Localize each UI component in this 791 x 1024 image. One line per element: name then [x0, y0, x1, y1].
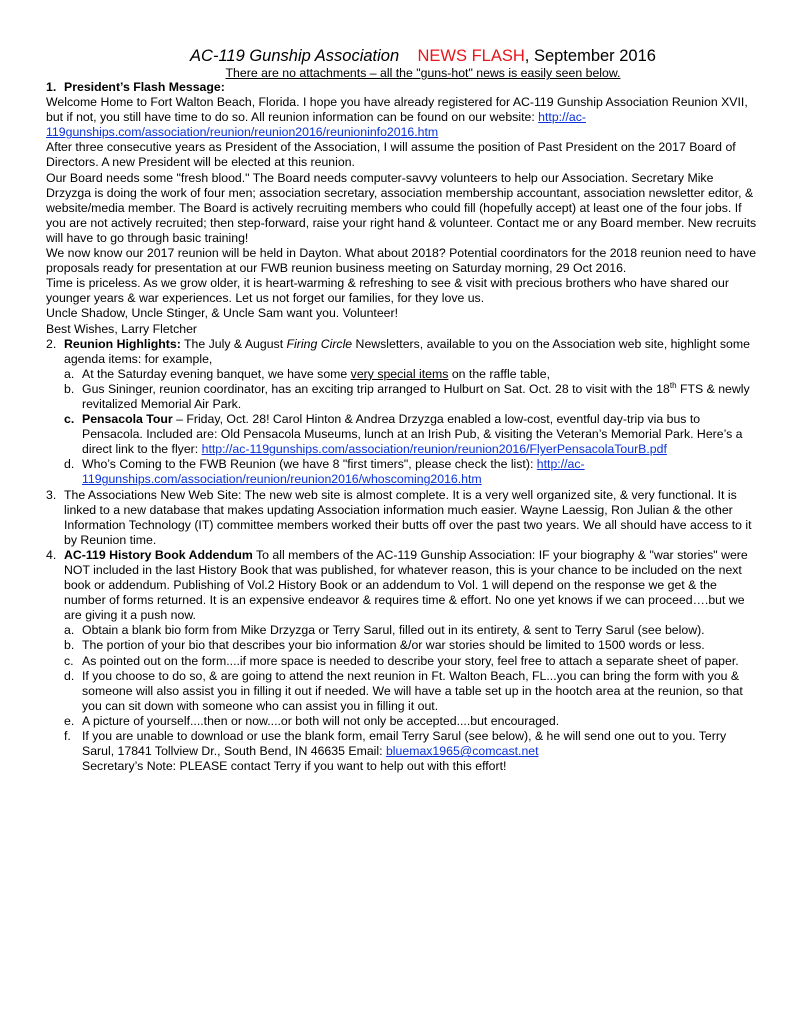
- section-1-heading: [46, 80, 760, 95]
- reunion-info-link[interactable]: http://ac-119gunships.com/association/reunion/reunion2016/reunioninfo2016.htm: [46, 110, 587, 140]
- item-letter: e.: [64, 713, 75, 728]
- section-2: [46, 337, 760, 367]
- whos-coming-link[interactable]: http://ac-119gunships.com/association/reunion/reunion2016/whoscoming2016.htm: [82, 457, 585, 487]
- secretary-note: Secretary’s Note: PLEASE contact Terry if you want to help out with this effort!: [82, 759, 507, 774]
- item-text: Obtain a blank bio form from Mike Drzyzga or Terry Sarul, filled out in its entirety, & sent to Terry Sarul (see below).: [82, 623, 705, 638]
- history-item: [46, 623, 760, 638]
- section-heading: President’s Flash Message:: [64, 80, 225, 94]
- item-text: If you choose to do so, & are going to attend the next reunion in Ft. Walton Beach, FL...you can bring the form with you & someone will also assist you in filling it out if needed. We will have a table set up in the hootch area at the reunion, so that you can sit down with someone who can assist you in filling it out.: [82, 668, 743, 713]
- highlight-item-a: [46, 367, 760, 382]
- attachments-note: There are no attachments – all the "guns-hot" news is easily seen below.: [225, 66, 621, 80]
- item-letter: f.: [64, 729, 71, 744]
- history-item: [46, 638, 760, 653]
- president-paragraph-6: Uncle Shadow, Uncle Stinger, & Uncle Sam want you. Volunteer!: [46, 306, 399, 321]
- item-text: Gus Sininger, reunion coordinator, has an exciting trip arranged to Hulburt on Sat. Oct. 28 to visit with the 18: [82, 381, 670, 396]
- item-emphasis: very special items: [350, 366, 449, 381]
- section-heading: Reunion Highlights:: [64, 336, 181, 351]
- item-text: If you are unable to download or use the blank form, email Terry Sarul (see below), & he will send one out to you. Terry Sarul, 17841 Tollview Dr., South Bend, IN 46635 Email:: [82, 729, 727, 759]
- section-text: The Associations New Web Site: The new web site is almost complete. It is a very well organized site, & very functional. It is linked to a new database that makes updating Association information much easier. Wayne Laessig, Ron Julian & the other Information Technology (IT) committee members worked their butts off over the past two years. We all should have access to it by Reunion time.: [64, 487, 752, 547]
- item-letter: a.: [64, 366, 75, 381]
- item-letter: c.: [64, 653, 74, 668]
- intro-text: The July & August: [180, 336, 287, 351]
- item-text: on the raffle table,: [448, 366, 551, 381]
- section-number: 2.: [46, 336, 57, 351]
- paragraph-text: Welcome Home to Fort Walton Beach, Florida. I hope you have already registered for AC-119 Gunship Association Reunion XVII, but if not, you still have time to do so. All reunion information can be found on our website:: [46, 95, 748, 125]
- issue-date: , September 2016: [524, 47, 656, 65]
- page-title: [86, 46, 760, 66]
- section-number: 1.: [46, 80, 57, 94]
- newsletter-name: Firing Circle: [286, 336, 353, 351]
- item-letter: b.: [64, 381, 75, 396]
- item-text: A picture of yourself....then or now....or both will not only be accepted....but encouraged.: [82, 713, 560, 728]
- president-paragraph-3: Our Board needs some "fresh blood." The Board needs computer-savvy volunteers to help our Association. Secretary Mike Drzyzga is doing the work of four men; association secretary, association membership accountant, association newsletter editor, & website/media member. The Board is actively recruiting members who could fill (hopefully accept) at least one of the four jobs. If you are not actively recruited; then step-forward, raise your right hand & volunteer. Contact me or any Board member. New recruits will have to go through basic training!: [46, 170, 757, 245]
- highlight-item-d: [46, 457, 760, 487]
- item-text: At the Saturday evening banquet, we have some: [82, 366, 351, 381]
- section-number: 3.: [46, 487, 57, 502]
- section-4: [46, 548, 760, 623]
- ordinal-suffix: th: [669, 380, 677, 390]
- item-heading: Pensacola Tour: [82, 412, 173, 427]
- newsletter-page: [46, 46, 760, 774]
- item-text: FTS & newly revitalized Memorial Air Park.: [82, 381, 750, 411]
- president-paragraph-2: After three consecutive years as President of the Association, I will assume the position of Past President on the 2017 Board of Directors. A new President will be elected at this reunion.: [46, 140, 736, 170]
- item-text: As pointed out on the form....if more space is needed to describe your story, feel free to attach a separate sheet of paper.: [82, 653, 739, 668]
- item-letter: d.: [64, 457, 75, 472]
- highlight-item-b: [46, 382, 760, 412]
- history-item: [46, 654, 760, 669]
- item-letter: c.: [64, 412, 75, 427]
- item-text: The portion of your bio that describes your bio information &/or war stories should be limited to 1500 words or less.: [82, 638, 705, 653]
- intro-text: Newsletters, available to you on the Association web site, highlight some agenda items: for example,: [64, 336, 750, 366]
- signature-line: Best Wishes, Larry Fletcher: [46, 321, 198, 336]
- president-paragraph-1: [46, 95, 760, 140]
- email-link[interactable]: bluemax1965@comcast.net: [385, 744, 539, 759]
- history-item: [46, 714, 760, 729]
- news-flash-label: NEWS FLASH: [417, 47, 525, 65]
- item-text: Who’s Coming to the FWB Reunion (we have 8 "first timers", please check the list):: [82, 457, 537, 472]
- section-text: To all members of the AC-119 Gunship Association: IF your biography & "war stories" were NOT included in the last History Book that was published, for whatever reason, this is your chance to be included on the next book or addendum. Publishing of Vol.2 History Book or an addendum to Vol. 1 will depend on the response we get & the number of forms returned. It is an expensive endeavor & requires time & effort. No one yet knows if we can proceed….but we are giving it a push now.: [64, 547, 748, 623]
- item-text: – Friday, Oct. 28! Carol Hinton & Andrea Drzyzga enabled a low-cost, eventful day-trip via bus to Pensacola. Included are: Old Pensacola Museums, lunch at an Irish Pub, & visiting the Veteran’s Memorial Park. Here’s a direct link to the flyer:: [82, 412, 743, 457]
- president-paragraph-4: We now know our 2017 reunion will be held in Dayton. What about 2018? Potential coordinators for the 2018 reunion need to have proposals ready for presentation at our FWB reunion business meeting on Saturday morning, 29 Oct 2016.: [46, 246, 757, 276]
- section-3: [46, 488, 760, 548]
- section-heading: AC-119 History Book Addendum: [64, 547, 253, 562]
- highlight-item-c: [46, 412, 760, 457]
- item-letter: d.: [64, 668, 75, 683]
- history-item: [46, 669, 760, 714]
- president-paragraph-5: Time is priceless. As we grow older, it is heart-warming & refreshing to see & visit with precious brothers who have shared our younger years & war experiences. Let us not forget our families, for they love us.: [46, 276, 729, 306]
- item-letter: a.: [64, 623, 75, 638]
- history-item-f: [46, 729, 760, 774]
- item-letter: b.: [64, 638, 75, 653]
- section-number: 4.: [46, 547, 57, 562]
- org-name: AC-119 Gunship Association: [190, 47, 400, 65]
- pensacola-flyer-link[interactable]: http://ac-119gunships.com/association/reunion/reunion2016/FlyerPensacolaTourB.pdf: [201, 442, 667, 457]
